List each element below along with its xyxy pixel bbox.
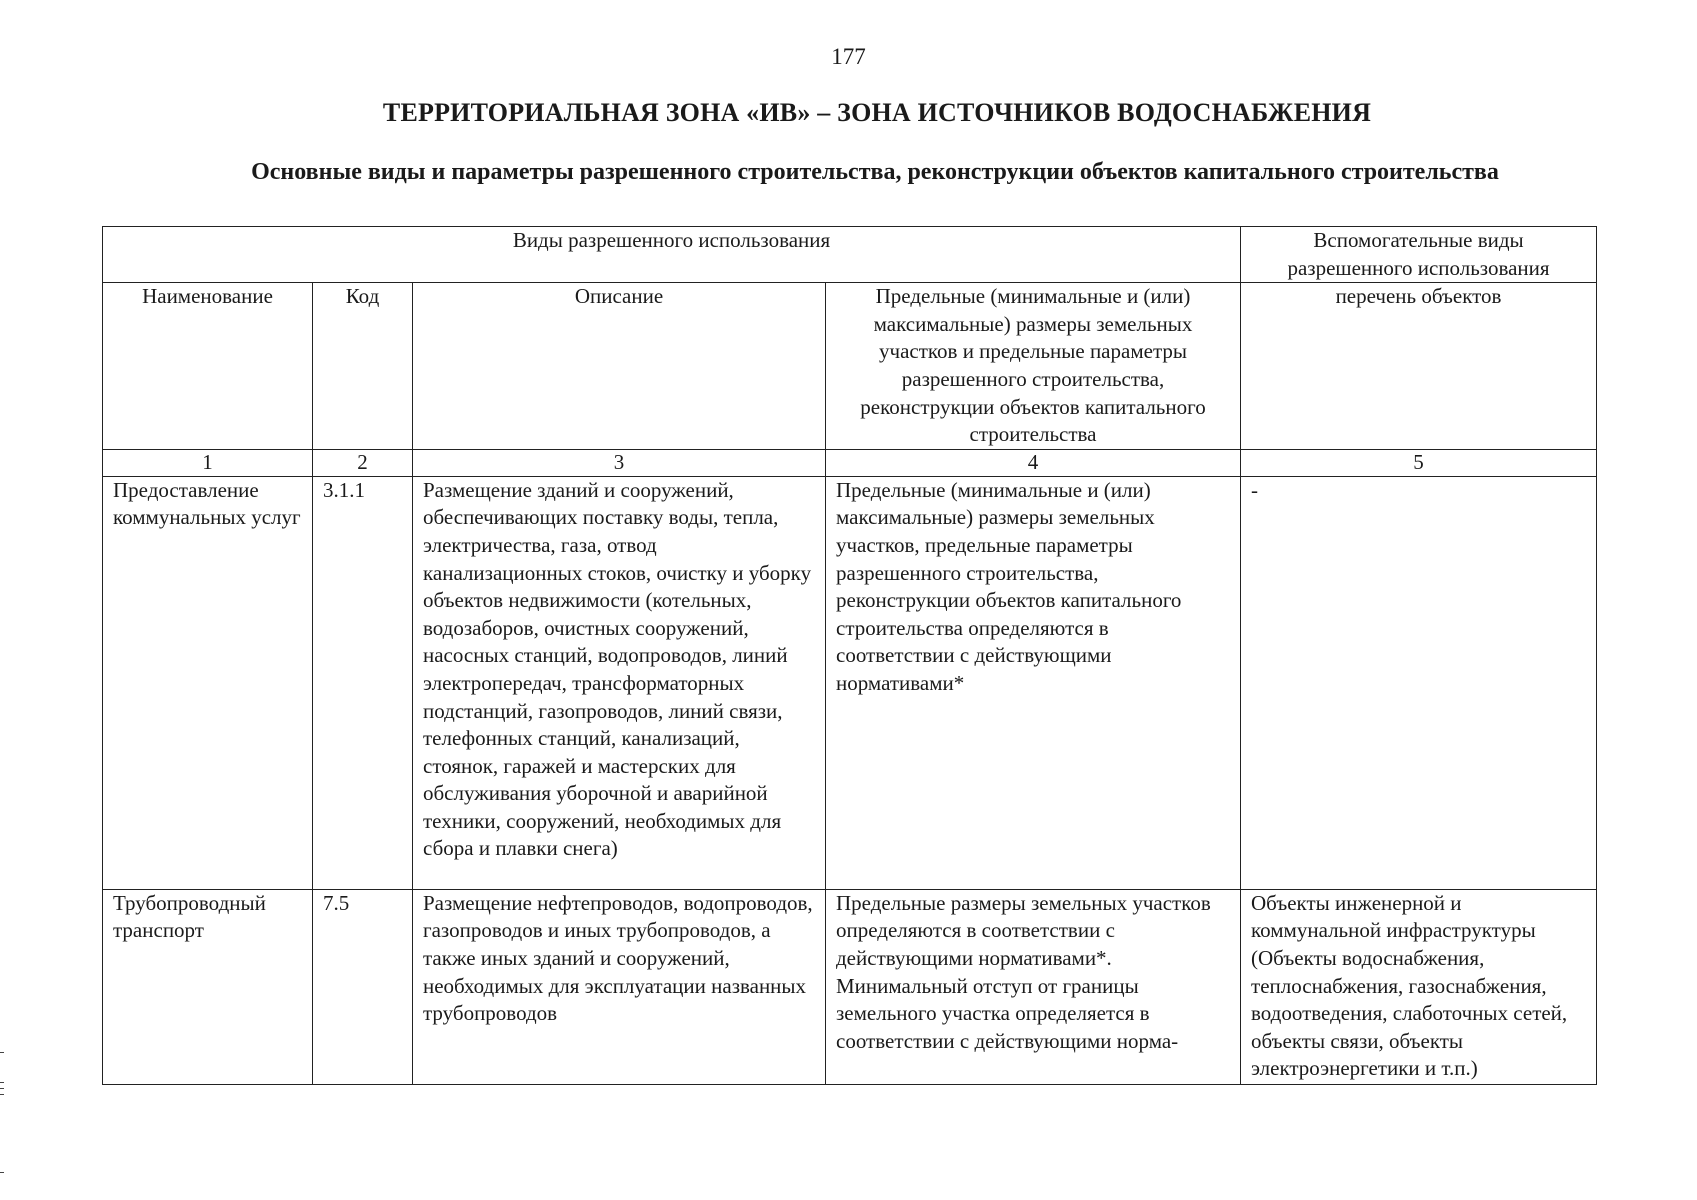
section-title: Основные виды и параметры разрешенного строительства, реконструкции объектов капитального строительства	[251, 159, 1499, 185]
row-parameters: Предельные размеры земельных участков определяются в соответствии с действующими нормативами*. Минимальный отступ от границы земельного участка определяется в соответствии с действующими норма-	[826, 889, 1241, 1084]
column-header-name: Наименование	[103, 283, 313, 450]
row-parameters: Предельные (минимальные и (или) максимальные) размеры земельных участков, предельные параметры разрешенного строительства, реконструкции объектов капитального строительства определяются в соответствии с действующими нормативами*	[826, 476, 1241, 889]
table-column-header-row	[103, 283, 1597, 450]
column-number: 2	[313, 449, 413, 476]
column-header-code: Код	[313, 283, 413, 450]
land-use-table	[102, 226, 1597, 1085]
group-header-aux: Вспомогательные виды разрешенного использования	[1241, 227, 1597, 283]
row-name: Трубопроводный транспорт	[103, 889, 313, 1084]
row-objects: -	[1241, 476, 1597, 889]
row-description: Размещение зданий и сооружений, обеспечивающих поставку воды, тепла, электричества, газа, отвод канализационных стоков, очистку и уборку объектов недвижимости (котельных, водозаборов, очистных сооружений, насосных станций, водопроводов, линий электропередач, трансформаторных подстанций, газопроводов, линий связи, телефонных станций, канализаций, стоянок, гаражей и мастерских для обслуживания уборочной и аварийной техники, сооружений, необходимых для сбора и плавки снега)	[413, 476, 826, 889]
row-objects: Объекты инженерной и коммунальной инфраструктуры (Объекты водоснабжения, теплоснабжения, газоснабжения, водоотведения, слаботочных сетей, объекты связи, объекты электроэнергетики и т.п.)	[1241, 889, 1597, 1084]
margin-mark	[0, 1052, 4, 1053]
margin-mark	[0, 1082, 4, 1083]
margin-mark	[0, 1088, 4, 1089]
page-number: 177	[831, 44, 866, 69]
zone-title: ТЕРРИТОРИАЛЬНАЯ ЗОНА «ИВ» – ЗОНА ИСТОЧНИКОВ ВОДОСНАБЖЕНИЯ	[382, 98, 1372, 127]
row-description: Размещение нефтепроводов, водопроводов, газопроводов и иных трубопроводов, а также иных зданий и сооружений, необходимых для эксплуатации названных трубопроводов	[413, 889, 826, 1084]
column-header-objects: перечень объектов	[1241, 283, 1597, 450]
column-number: 1	[103, 449, 313, 476]
table-row	[103, 476, 1597, 889]
column-header-parameters: Предельные (минимальные и (или) максимальные) размеры земельных участков и предельные параметры разрешенного строительства, реконструкции объектов капитального строительства	[826, 283, 1241, 450]
column-header-description: Описание	[413, 283, 826, 450]
table-column-number-row	[103, 449, 1597, 476]
margin-mark	[0, 1094, 4, 1095]
row-code: 7.5	[313, 889, 413, 1084]
table-group-header-row	[103, 227, 1597, 283]
table-row	[103, 889, 1597, 1084]
column-number: 3	[413, 449, 826, 476]
column-number: 5	[1241, 449, 1597, 476]
column-number: 4	[826, 449, 1241, 476]
margin-mark	[0, 1172, 4, 1173]
row-name: Предоставление коммунальных услуг	[103, 476, 313, 889]
group-header-main: Виды разрешенного использования	[103, 227, 1241, 283]
row-code: 3.1.1	[313, 476, 413, 889]
